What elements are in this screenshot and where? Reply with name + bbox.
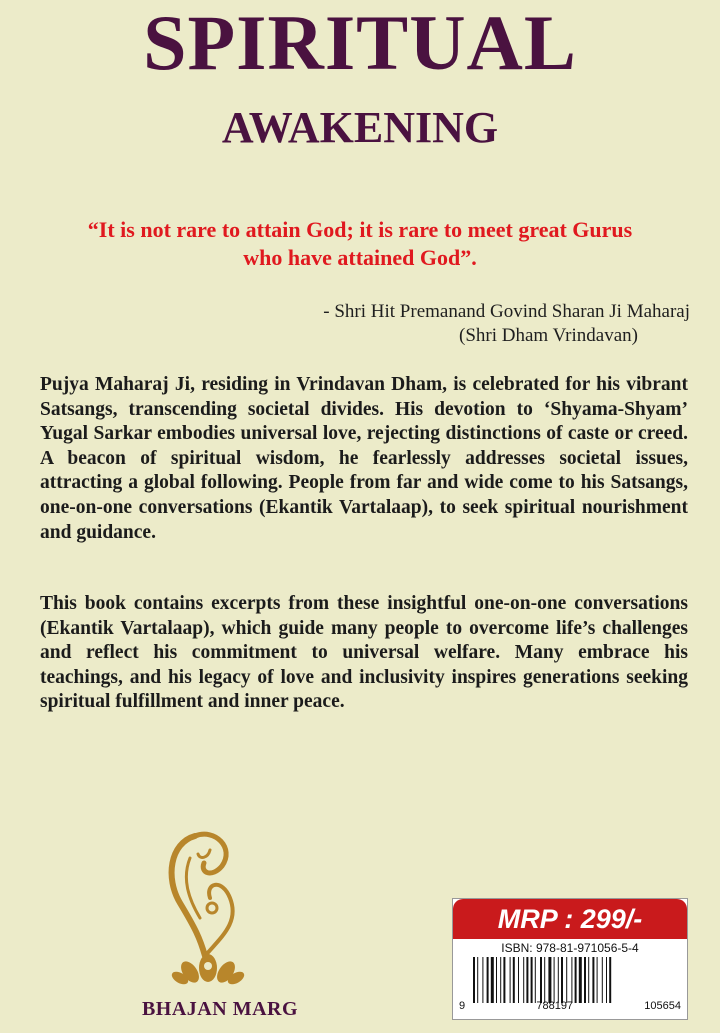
barcode-numbers	[459, 1000, 681, 1012]
barcode-icon	[469, 957, 675, 1003]
barcode-digit: 9	[459, 1000, 466, 1012]
mrp-label: MRP : 299/-	[453, 899, 687, 939]
price-barcode-box	[452, 898, 688, 1020]
paisley-lotus-icon	[160, 818, 270, 988]
attribution-place: (Shri Dham Vrindavan)	[459, 325, 638, 346]
book-title: SPIRITUAL	[143, 0, 577, 86]
quote-attribution	[0, 300, 690, 348]
isbn-text: ISBN: 978-81-971056-5-4	[501, 941, 639, 955]
guru-quote	[40, 216, 680, 272]
barcode-right-digits: 105654	[644, 1000, 681, 1012]
description-paragraph-1: Pujya Maharaj Ji, residing in Vrindavan Dham, is celebrated for his vibrant Satsangs, transcending societal divides. His devotion to ‘Shyama-Shyam’ Yugal Sarkar embodies universal love, rejecting distinctions of caste or creed. A beacon of spiritual wisdom, he fearlessly addresses societal issues, attracting a global following. People from far and wide come to his Satsangs, one-on-one conversations (Ekantik Vartalaap), to seek spiritual nourishment and guidance.	[40, 374, 688, 543]
book-subtitle: AWAKENING	[221, 103, 499, 152]
quote-line-1: “It is not rare to attain God; it is rare to meet great Gurus	[87, 217, 633, 242]
publisher-name: BHAJAN MARG	[141, 998, 299, 1020]
description-paragraph-2: This book contains excerpts from these insightful one-on-one conversations (Ekantik Vartalaap), which guide many people to overcome life’s challenges and reflect his commitment to universal welfare. Many embrace his teachings, and his legacy of love and inclusivity inspires generations seeking spiritual fulfillment and inner peace.	[40, 593, 688, 713]
quote-line-2: who have attained God”.	[243, 245, 477, 270]
attribution-name: - Shri Hit Premanand Govind Sharan Ji Maharaj	[323, 301, 690, 322]
barcode-left-digits: 788197	[536, 1000, 574, 1012]
